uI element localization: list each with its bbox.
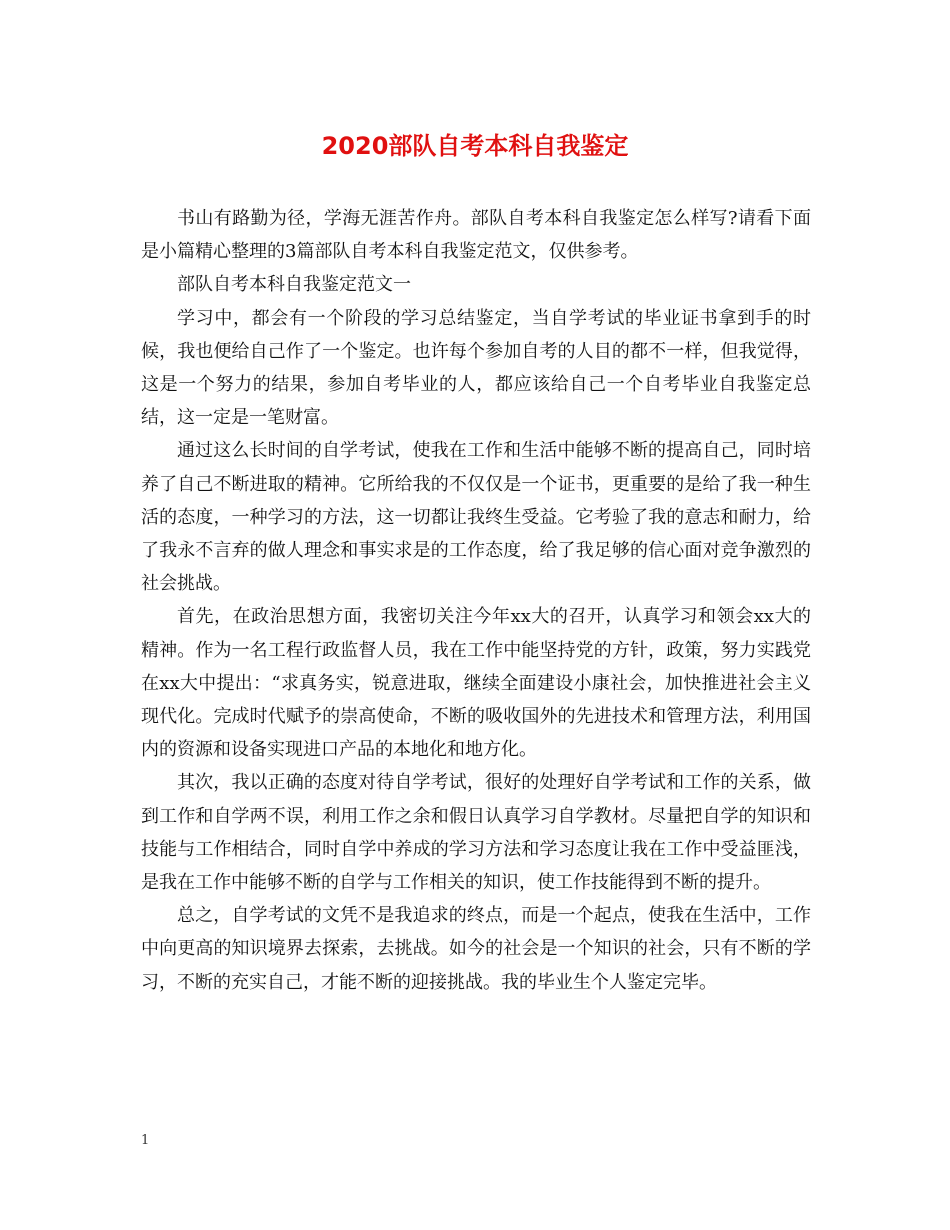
paragraph: 总之，自学考试的文凭不是我追求的终点，而是一个起点，使我在生活中，工作中向更高的知识境界去探索，去挑战。如今的社会是一个知识的社会，只有不断的学习，不断的充实自己，才能不断的迎接挑战。我的毕业生个人鉴定完毕。 <box>141 905 811 993</box>
page-number: 1 <box>141 1133 150 1148</box>
document-body <box>141 202 811 999</box>
section-heading: 部队自考本科自我鉴定范文一 <box>177 274 411 296</box>
paragraph: 首先，在政治思想方面，我密切关注今年xx大的召开，认真学习和领会xx大的精神。作为一名工程行政监督人员，我在工作中能坚持党的方针，政策，努力实践党在xx大中提出：“求真务实，锐意进取，继续全面建设小康社会，加快推进社会主义现代化。完成时代赋予的崇高使命，不断的吸收国外的先进技术和管理方法，利用国内的资源和设备实现进口产品的本地化和地方化。 <box>141 606 811 761</box>
page-title: 2020部队自考本科自我鉴定 <box>321 132 629 160</box>
paragraph: 学习中，都会有一个阶段的学习总结鉴定，当自学考试的毕业证书拿到手的时候，我也便给自己作了一个鉴定。也许每个参加自考的人目的都不一样，但我觉得，这是一个努力的结果，参加自考毕业的人，都应该给自己一个自考毕业自我鉴定总结，这一定是一笔财富。 <box>141 307 811 429</box>
paragraph: 其次，我以正确的态度对待自学考试，很好的处理好自学考试和工作的关系，做到工作和自学两不误，利用工作之余和假日认真学习自学教材。尽量把自学的知识和技能与工作相结合，同时自学中养成的学习方法和学习态度让我在工作中受益匪浅，是我在工作中能够不断的自学与工作相关的知识，使工作技能得到不断的提升。 <box>141 772 811 894</box>
paragraph: 通过这么长时间的自学考试，使我在工作和生活中能够不断的提高自己，同时培养了自己不断进取的精神。它所给我的不仅仅是一个证书，更重要的是给了我一种生活的态度，一种学习的方法，这一切都让我终生受益。它考验了我的意志和耐力，给了我永不言弃的做人理念和事实求是的工作态度，给了我足够的信心面对竞争激烈的社会挑战。 <box>141 440 811 595</box>
paragraph-intro: 书山有路勤为径，学海无涯苦作舟。部队自考本科自我鉴定怎么样写?请看下面是小篇精心整理的3篇部队自考本科自我鉴定范文，仅供参考。 <box>141 208 811 263</box>
